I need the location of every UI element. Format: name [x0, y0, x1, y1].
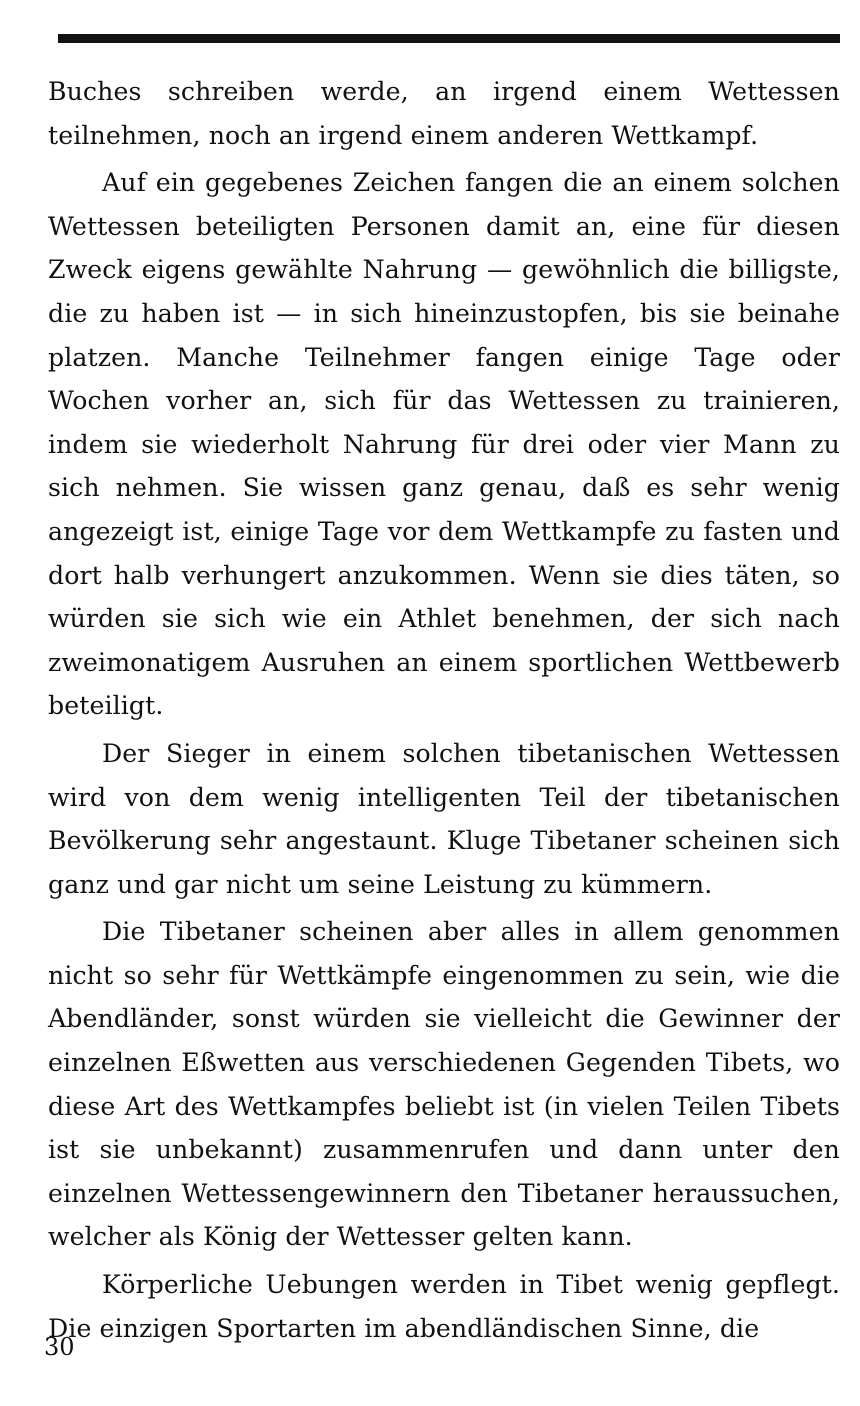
body-text [48, 70, 840, 1350]
paragraph: Die Tibetaner scheinen aber alles in allem genommen nicht so sehr für Wettkämpfe eingenommen zu sein, wie die Abendländer, sonst würden sie vielleicht die Gewinner der einzelnen Eßwetten aus verschiedenen Gegenden Tibets, wo diese Art des Wettkampfes beliebt ist (in vielen Teilen Tibets ist sie unbekannt) zusammenrufen und dann unter den einzelnen Wettessengewinnern den Tibetaner heraussuchen, welcher als König der Wettesser gelten kann. [48, 917, 840, 1252]
paragraph: Körperliche Uebungen werden in Tibet wenig gepflegt. Die einzigen Sportarten im abendländischen Sinne, die [48, 1270, 840, 1343]
page-number: 30 [44, 1333, 75, 1361]
paragraph: Der Sieger in einem solchen tibetanischen Wettessen wird von dem wenig intelligenten Teil der tibetanischen Bevölkerung sehr angestaunt. Kluge Tibetaner scheinen sich ganz und gar nicht um seine Leistung zu kümmern. [48, 738, 840, 899]
header-rule [58, 34, 840, 43]
paragraph-continuation: Buches schreiben werde, an irgend einem Wettessen teilnehmen, noch an irgend einem anderen Wettkampf. [48, 77, 840, 150]
paragraph: Auf ein gegebenes Zeichen fangen die an einem solchen Wettessen beteiligten Personen damit an, eine für diesen Zweck eigens gewählte Nahrung — gewöhnlich die billigste, die zu haben ist — in sich hineinzustopfen, bis sie beinahe platzen. Manche Teilnehmer fangen einige Tage oder Wochen vorher an, sich für das Wettessen zu trainieren, indem sie wiederholt Nahrung für drei oder vier Mann zu sich nehmen. Sie wissen ganz genau, daß es sehr wenig angezeigt ist, einige Tage vor dem Wettkampfe zu fasten und dort halb verhungert anzukommen. Wenn sie dies täten, so würden sie sich wie ein Athlet benehmen, der sich nach zweimonatigem Ausruhen an einem sportlichen Wettbewerb beteiligt. [48, 168, 840, 721]
